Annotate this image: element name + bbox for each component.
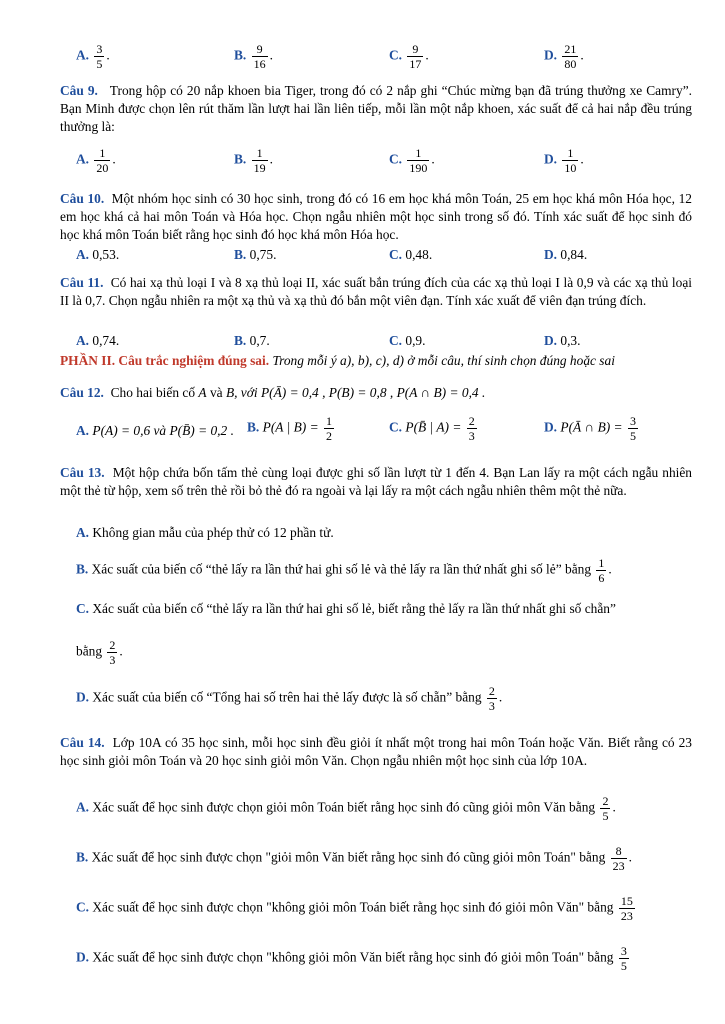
fraction: $\frac{9}{17}$ xyxy=(409,42,422,71)
fraction: $\frac{3}{5}$ xyxy=(629,414,636,443)
q11-option-d: D. 0,3. xyxy=(544,333,581,348)
q13-option-c-cont: bằng $\frac{2}{3}$ . xyxy=(76,638,123,667)
q13-option-a: A. Không gian mẫu của phép thử có 12 phần tử. xyxy=(76,525,334,540)
fraction: $\frac{1}{10}$ xyxy=(564,146,577,175)
fraction: $\frac{1}{20}$ xyxy=(96,146,109,175)
fraction: $\frac{1}{19}$ xyxy=(253,146,266,175)
fraction: $\frac{8}{23}$ xyxy=(612,844,625,873)
q14-option-d: D. Xác suất để học sinh được chọn "không giỏi môn Văn biết rằng học sinh đó giỏi môn Toán" bằng $\frac{3}{5}$ xyxy=(76,944,627,973)
fraction: $\frac{15}{23}$ xyxy=(620,894,633,923)
q8-option-b: B. $\frac{9}{16}$ . xyxy=(234,42,273,71)
q10-option-a: A. 0,53. xyxy=(76,247,120,262)
q13-option-d: D. Xác suất của biến cố “Tổng hai số trên hai thẻ lấy được là số chẵn” bằng $\frac{2}{3}$ . xyxy=(76,684,503,713)
q14-option-c: C. Xác suất để học sinh được chọn "không giỏi môn Toán biết rằng học sinh đó giỏi môn Văn" bằng $\frac{15}{23}$ xyxy=(76,894,633,923)
q14-option-a: A. Xác suất để học sinh được chọn giỏi môn Toán biết rằng học sinh đó cũng giỏi môn Văn bằng $\frac{2}{5}$ . xyxy=(76,794,616,823)
fraction: $\frac{1}{2}$ xyxy=(325,414,332,443)
fraction: $\frac{3}{5}$ xyxy=(620,944,627,973)
q11-option-a: A. 0,74. xyxy=(76,333,120,348)
q9-option-a: A. $\frac{1}{20}$ . xyxy=(76,146,116,175)
question-14: Câu 14. Lớp 10A có 35 học sinh, mỗi học sinh đều giỏi ít nhất một trong hai môn Toán hoặc Văn. Biết rằng có 23 học sinh giỏi môn Toán và 20 học sinh giỏi môn Văn. Chọn ngẫu nhiên một học sinh của lớp 10A. xyxy=(60,735,692,768)
fraction: $\frac{2}{5}$ xyxy=(602,794,609,823)
fraction: $\frac{2}{3}$ xyxy=(468,414,475,443)
q11-option-c: C. 0,9. xyxy=(389,333,426,348)
fraction: $\frac{1}{190}$ xyxy=(409,146,428,175)
q10-option-b: B. 0,75. xyxy=(234,247,277,262)
question-11: Câu 11. Có hai xạ thủ loại I và 8 xạ thủ loại II, xác suất bắn trúng đích của các xạ thủ loại I là 0,9 và các xạ thủ loại II là 0,7. Chọn ngẫu nhiên ra một xạ thủ và xạ thủ đó bắn một viên đạn. Tính xác xuất để viên đạn trúng đích. xyxy=(60,275,692,308)
q10-option-d: D. 0,84. xyxy=(544,247,588,262)
q9-option-d: D. $\frac{1}{10}$ . xyxy=(544,146,584,175)
fraction: $\frac{2}{3}$ xyxy=(488,684,495,713)
q10-option-c: C. 0,48. xyxy=(389,247,433,262)
question-12: Câu 12. Cho hai biến cố A và B, với P(Ā) = 0,4 , P(B) = 0,8 , P(A ∩ B) = 0,4 . xyxy=(60,385,486,400)
q8-option-c: C. $\frac{9}{17}$ . xyxy=(389,42,429,71)
q12-option-c: C. P(B̄ | A) = $\frac{2}{3}$ xyxy=(389,414,475,443)
q12-option-a: A. P(A) = 0,6 và P(B̄) = 0,2 . xyxy=(76,423,234,438)
q8-option-a: A. $\frac{3}{5}$ . xyxy=(76,42,110,71)
part-2-heading: PHẦN II. Câu trắc nghiệm đúng sai. Trong mỗi ý a), b), c), d) ở mỗi câu, thí sinh chọn đúng hoặc sai xyxy=(60,353,615,368)
q12-option-d: D. P(Ā ∩ B) = $\frac{3}{5}$ xyxy=(544,414,636,443)
fraction: $\frac{3}{5}$ xyxy=(96,42,103,71)
q13-option-c: C. Xác suất của biến cố “thẻ lấy ra lần thứ hai ghi số lẻ, biết rằng thẻ lấy ra lần thứ nhất ghi số chẵn” xyxy=(76,601,616,616)
q13-option-b: B. Xác suất của biến cố “thẻ lấy ra lần thứ hai ghi số lẻ và thẻ lấy ra lần thứ nhất ghi số lẻ” bằng $\frac{1}{6}$ . xyxy=(76,556,612,585)
q12-option-b: B. P(A | B) = $\frac{1}{2}$ xyxy=(247,414,332,443)
fraction: $\frac{1}{6}$ xyxy=(598,556,605,585)
q9-option-b: B. $\frac{1}{19}$ . xyxy=(234,146,273,175)
fraction: $\frac{21}{80}$ xyxy=(564,42,577,71)
question-13: Câu 13. Một hộp chứa bốn tấm thẻ cùng loại được ghi số lần lượt từ 1 đến 4. Bạn Lan lấy ra một cách ngẫu nhiên một thẻ từ hộp, xem số trên thẻ rồi bỏ thẻ đó ra ngoài và lại lấy ra một cách ngẫu nhiên thêm một thẻ nữa. xyxy=(60,465,692,498)
q9-option-c: C. $\frac{1}{190}$ . xyxy=(389,146,435,175)
question-10: Câu 10. Một nhóm học sinh có 30 học sinh, trong đó có 16 em học khá môn Toán, 25 em học khá môn Hóa học, 12 em học khá cả hai môn Toán và Hóa học. Chọn ngẫu nhiên một học sinh trong số đó. Tính xác suất để học sinh đó học khá môn Toán biết rằng học sinh đó học khá môn Hóa học. xyxy=(60,191,692,242)
q11-option-b: B. 0,7. xyxy=(234,333,270,348)
q14-option-b: B. Xác suất để học sinh được chọn "giỏi môn Văn biết rằng học sinh đó cũng giỏi môn Toán" bằng $\frac{8}{23}$ . xyxy=(76,844,632,873)
q8-option-d: D. $\frac{21}{80}$ . xyxy=(544,42,584,71)
question-9: Câu 9. Trong hộp có 20 nắp khoen bia Tiger, trong đó có 2 nắp ghi “Chúc mừng bạn đã trúng thưởng xe Camry”. Bạn Minh được chọn lên rút thăm lần lượt hai lần liên tiếp, mỗi lần một nắp khoen, xác suất để cả hai nắp đều trúng thưởng là: xyxy=(60,83,692,134)
fraction: $\frac{9}{16}$ xyxy=(253,42,266,71)
fraction: $\frac{2}{3}$ xyxy=(109,638,116,667)
